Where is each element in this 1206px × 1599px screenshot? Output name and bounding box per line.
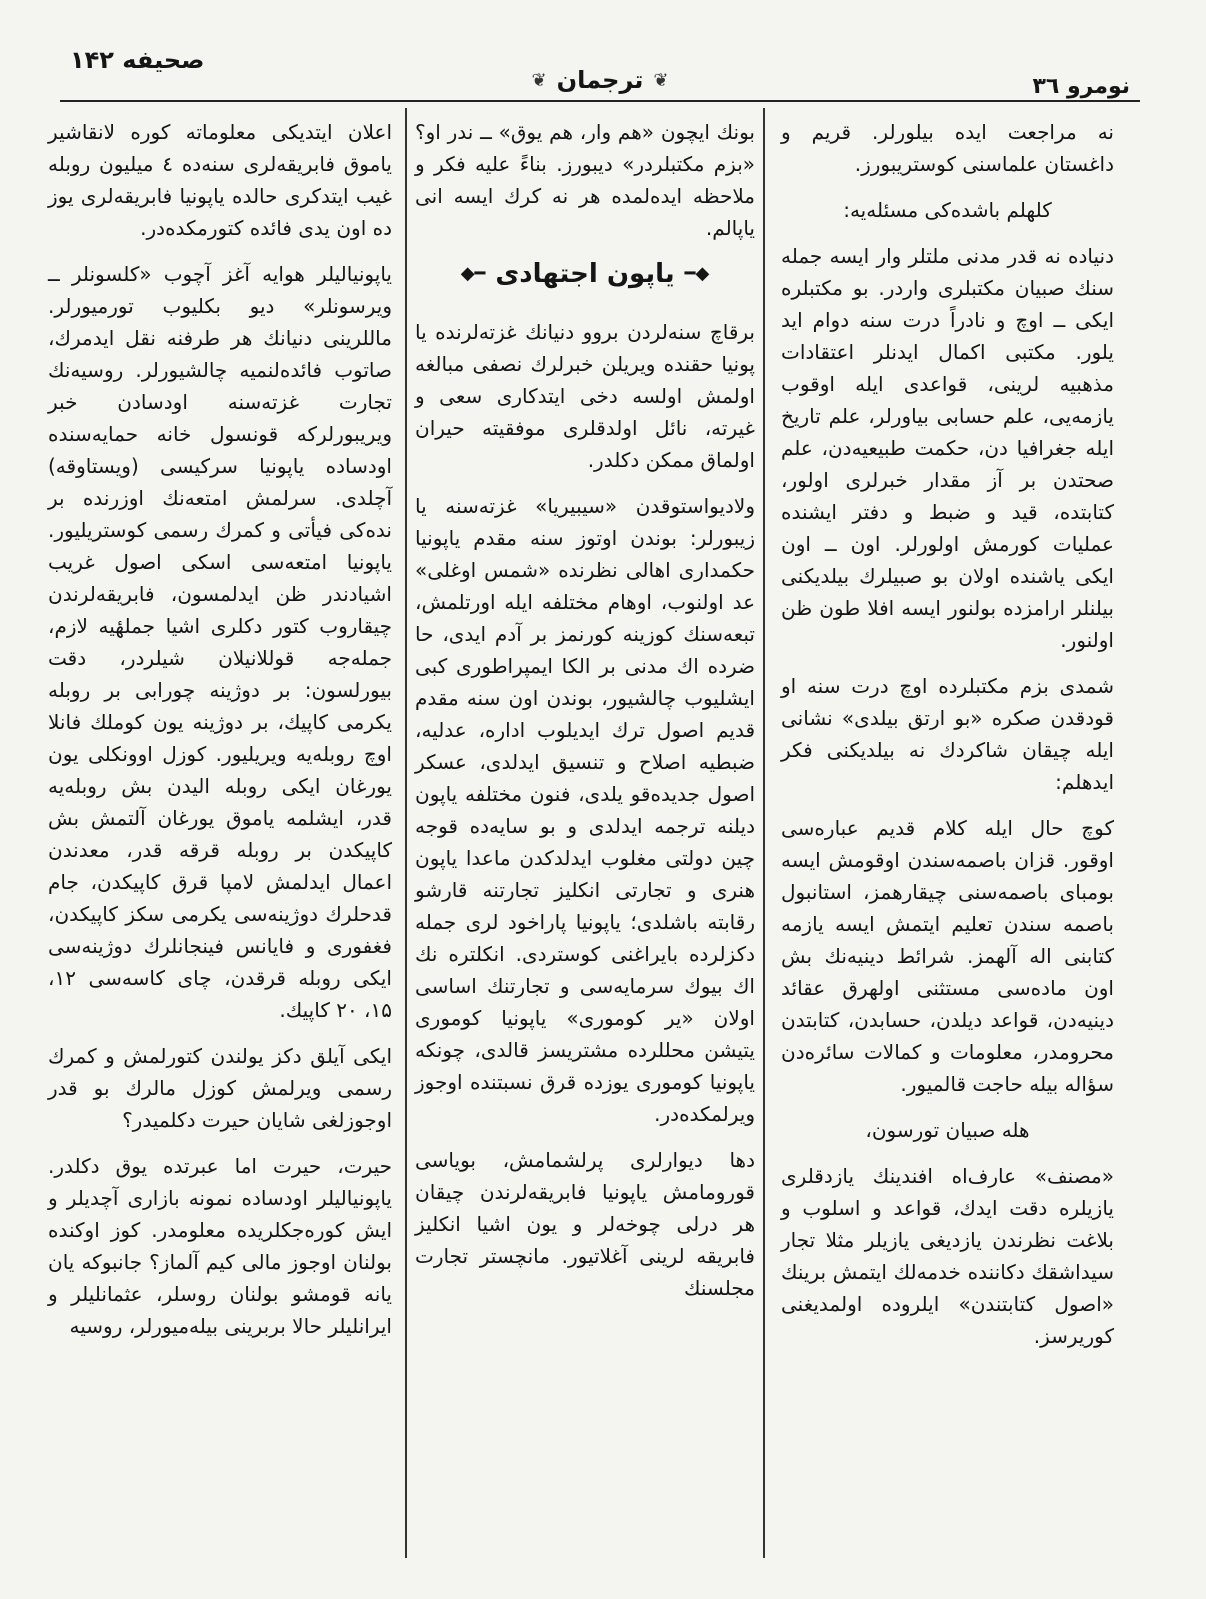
- issue-number: نومرو ۳٦: [1032, 74, 1130, 99]
- leaf-ornament-icon: ◆━: [684, 263, 710, 284]
- paragraph: دنیاده نه قدر مدنی ملتلر وار ایسه جمله سنك صبیان مکتبلری واردر. بو مکتبلره ایکی ــ اوچ و نادراً درت سنه دوام اید یلور. مکتبی اکمال ایدنلر اعتقادات مذهبیه لرینی، قواعدی ایله اوقوب یازمه‌یی، علم حسابی بیاورلر، علم تاریخ ایله جغرافیا دن، حکمت طبیعیه‌دن، علم صحتدن بر آز مقدار خبرلری اولور، کتابتده، قید و ضبط و دفتر ایشنده عملیات کورمش اولورلر. اون ــ اون ایکی یاشنده اولان بو صبیلرك بیلدیکنی بیلنلر ارامزده بولنور ایسه افلا طون ظن اولنور.: [781, 244, 1114, 652]
- paragraph: برقاچ سنه‌لردن بروو دنیانك غزته‌لرنده یا پونیا حقنده ویریلن خبرلرك نصفی مبالغه اولمش اولسه دخی ایتدکاری سعی و غیرته، نائل اولدقلری موفقیته حیران اولماق ممکن دکلدر.: [415, 320, 755, 472]
- paragraph: حیرت، حیرت اما عبرتده یوق دکلدر. یاپونیالیلر اودساده نمونه بازاری آچدیلر و ایش کوره‌جکلریده معلومدر. کوز اوکنده بولنان اوجوز مالی کیم آلماز؟ جانبوکه یان یانه قومشو بولنان روسلر، عثمانلیلر و ایرانلیلر حالا بربرینی بیله‌میورلر، روسیه: [48, 1154, 392, 1338]
- paragraph: ایکی آیلق دکز یولندن کتورلمش و کمرك رسمی ویرلمش کوزل مالرك بو قدر اوجوزلغی شایان حیرت دکلمیدر؟: [48, 1044, 392, 1132]
- ornament-icon: ❦: [531, 69, 547, 91]
- page-number: صحیفه ۱۴۲: [70, 46, 205, 74]
- paragraph: «مصنف» عارف‌اه افندینك یازدقلری یازیلره دقت ایدك، قواعد و اسلوب و بلاغت نظرندن یازدیغی یازیلر مثلا تجار سیداشقك دکاننده خدمه‌لك ایتمش برینك «اصول کتابتندن» ایلروده اولمدیغنی کوریرسز.: [781, 1164, 1114, 1348]
- column-left: [40, 108, 400, 1558]
- paragraph: یاپونیالیلر هوایه آغز آچوب «کلسونلر ــ ویرسونلر» دیو بکلیوب تورمیورلر. ماللرینی دنیانك هر طرفنه نقل ایدمرك، صاتوب فائده‌لنمیه چالشیورلر. روسیه‌نك تجارت غزته‌سنه اودسادن خبر ویریبورلرکه قونسول خانه حمایه‌سنده اودساده یاپونیا سرکیسی (ویستاوقه) آچلدی. سرلمش امتعه‌نك اوزرنده بر نده‌کی فیأتی و کمرك رسمی کوستریلیور. یاپونیا امتعه‌سی اسکی اصول غریب اشیادندر ظن ایدلمسون، فابریقه‌لرندن چیقاروب کتور دکلری اشیا جملهٔیه لازم، جمله‌جه قوللانیلان شیلردر، دقت بیورلسون: بر دوژینه چورابی بر روبله یکرمی کاپیك، بر دوژینه یون کوملك فانلا اوچ روبله‌یه ویریلیور. کوزل اوونکلی یون یورغان ایکی روبله الیدن بش روبله‌یه قدر، ایشلمه یاموق یورغان آلتمش بش کاپیکدن بر روبله قرقه قدر، معدندن اعمال ایدلمش لامپا قرق کاپیکدن، جام قدحلرك دوژینه‌سی یکرمی سکز کاپیکدن، فغفوری و فایانس فینجانلرك دوژینه‌سی ایکی روبله قرقدن، چای کاسه‌سی ۱۲، ۱۵، ۲۰ کاپیك.: [48, 262, 392, 1022]
- section-heading: [415, 258, 755, 290]
- paragraph: بونك ایچون «هم وار، هم یوق» ــ ندر او؟ «بزم مکتبلردر» دیبورز. بناءً علیه فکر و ملاحظه ایده‌لمده هر نه کرك ایسه انی یاپالم.: [415, 120, 755, 240]
- paragraph: دها دیوارلری پرلشمامش، بویاسی قورومامش یاپونیا فابریقه‌لرندن چیقان هر درلی چوخه‌لر و یون اشیا انکلیز فابریقه لرینی آغلاتیور. مانچستر تجارت مجلسنك: [415, 1148, 755, 1300]
- newspaper-title: ترجمان: [556, 66, 644, 94]
- header-rule: [60, 100, 1140, 102]
- column-middle: [405, 108, 765, 1558]
- masthead: [531, 66, 668, 94]
- paragraph: هله صبیان تورسون،: [865, 1118, 1030, 1142]
- paragraph: ولادیواستوقدن «سیبیریا» غزته‌سنه یا زیبورلر: بوندن اوتوز سنه مقدم یاپونیا حکمداری اهالی نظرنده «شمس اوغلی» عد اولنوب، اوهام مختلفه ایله اورتلمش، تبعه‌سنك کوزینه کورنمز بر آدم ایدی، حا ضرده اك مدنی بر الکا ایمپراطوری کبی ایشلیوب چالشیور، بوندن اون سنه مقدم قدیم اصول ترك ایدیلوب اداره، عدلیه، ضبطیه اصلاح و تنسیق ایدلدی، عسکر اصول جدیده‌قو یلدی، فنون مختلفه یاپون دیلنه ترجمه ایدلدی و بو سایه‌ده قوجه چین دولتی مغلوب ایدلدکدن ماعدا یاپون هنری و تجارتی انکلیز تجارتنه قارشو رقابته باشلدی؛ یاپونیا پاراخود لری جمله دکزلرده بایراغنی کوستردی. انکلتره نك اك بیوك سرمایه‌سی و تجارتنك اساسی اولان «یر کوموری» یاپونیا کوموری یتیشن محللرده مشتریسز قالدی، چونکه یاپونیا کوموری یوزده قرق نسبتنده اوجوز ویرلمکده‌در.: [415, 494, 755, 1126]
- paragraph: اعلان ایتدیکی معلوماته کوره لانقاشیر یاموق فابریقه‌لری سنه‌ده ٤ میلیون روبله غیب ایتدکری حالده یاپونیا فابریقه‌لری یوز ده اون یدی فائده کتورمکده‌در.: [48, 120, 392, 240]
- paragraph: نه مراجعت ایده بیلورلر. قریم و داغستان علماسنی کوستریبورز.: [781, 120, 1114, 176]
- ornament-icon: ❦: [653, 69, 669, 91]
- section-title: یاپون اجتهادی: [495, 259, 675, 289]
- paragraph: شمدی بزم مکتبلرده اوچ درت سنه او قودقدن صکره «بو ارتق بیلدی» نشانی ایله چیقان شاکردك نه بیلدیکنی فکر ایدهلم:: [781, 674, 1114, 794]
- page-header: [60, 40, 1140, 100]
- paragraph: کلهلم باشده‌کی مسئله‌یه:: [843, 198, 1052, 222]
- leaf-ornament-icon: ━◆: [460, 263, 486, 284]
- column-right: [775, 108, 1120, 1558]
- paragraph: کوچ حال ایله کلام قدیم عباره‌سی اوقور. قزان باصمه‌سندن اوقومش ایسه بومبای باصمه‌سنی چیقارهمز، استانبول باصمه سندن تعلیم ایتمش ایسه یازمه کتابنی اله آلهمز. شرائط دینیه‌نك بش اون ماده‌سی مستثنی اولهرق عقائد دینیه‌دن، قواعد دیلدن، حسابدن، کتابتدن محرومدر، معلومات و کمالات سائره‌دن سؤاله بیله حاجت قالمیور.: [781, 816, 1114, 1096]
